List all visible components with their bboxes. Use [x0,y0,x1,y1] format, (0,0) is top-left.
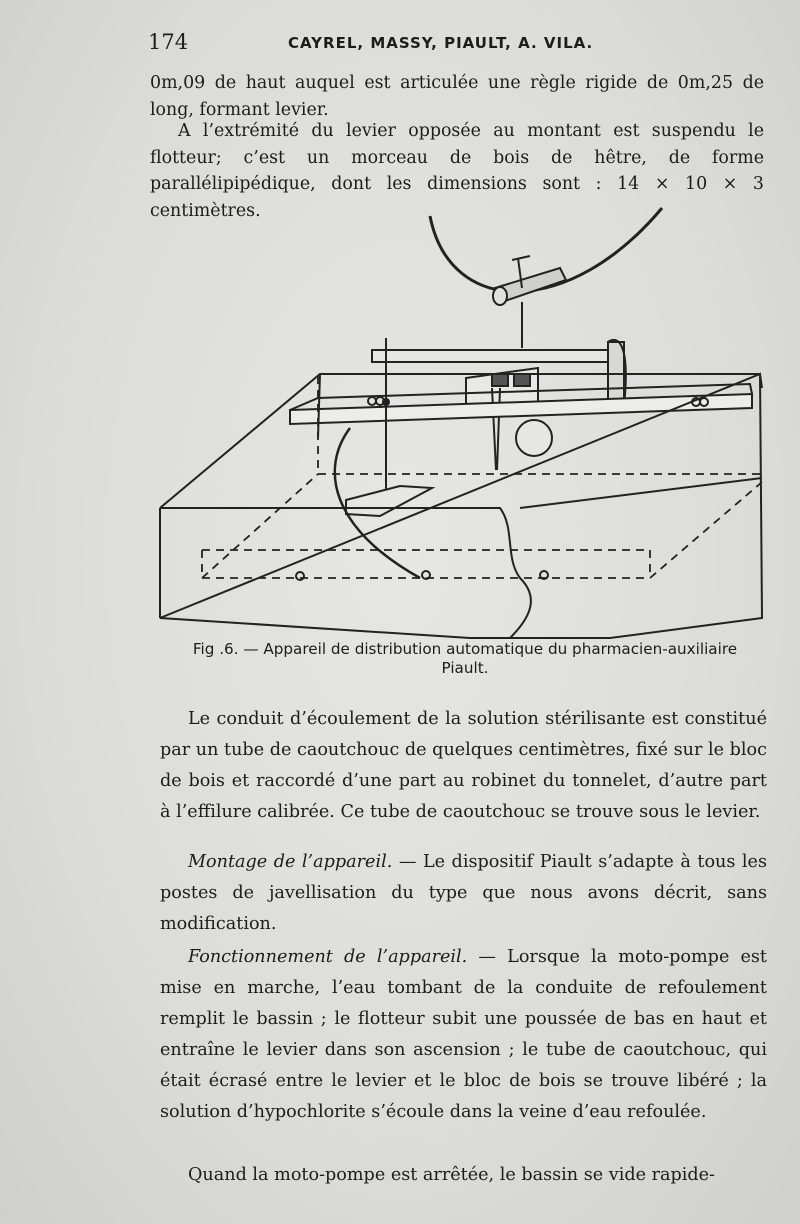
apparatus-drawing [150,198,774,640]
paragraph-arret: Quand la moto-pompe est arrêtée, le bassin se vide rapide- [188,1165,715,1185]
paragraph-float: A l’extrémité du levier opposée au montant est suspendu le flotteur; c’est un morceau de bois de hêtre, de forme parallélipipédique, dont les dimensions sont : 14 × 10 × 3 centimètres. [150,121,764,221]
fonctionnement-heading: Fonctionnement de l’appareil. [188,947,468,967]
caption-line-2: Piault. [441,659,489,677]
paragraph-montage [160,847,767,940]
paragraph-conduit: Le conduit d’écoulement de la solution stérilisante est constitué par un tube de caoutchouc de quelques centimètres, fixé sur le bloc de bois et raccordé d’une part au robinet du tonnelet, d’autre part à l’effilure calibrée. Ce tube de caoutchouc se trouve sous le levier. [160,709,767,822]
running-head: CAYREL, MASSY, PIAULT, A. VILA. [288,34,594,52]
figure-caption [160,640,770,678]
paragraph-lever: 0m,09 de haut auquel est articulée une règle rigide de 0m,25 de long, formant levier. [150,73,764,120]
page-number: 174 [148,30,189,54]
montage-heading: Montage de l’appareil. [188,852,393,872]
fonctionnement-text: — Lorsque la moto-pompe est mise en marche, l’eau tombant de la conduite de refoulement remplit le bassin ; le flotteur subit une poussée de bas en haut et entraîne le levier dans son ascension ; le tube de caoutchouc, qui était écrasé entre le levier et le bloc de bois se trouve libéré ; la solution d’hypochlorite s’écoule dans la veine d’eau refoulée. [160,947,768,1122]
montage-text: — Le dispositif Piault s’adapte à tous les postes de javellisation du type que nous avons décrit, sans modification. [160,852,767,934]
caption-line-1: Fig .6. — Appareil de distribution automatique du pharmacien-auxiliaire [192,640,738,658]
page-header [148,30,748,60]
paragraph-fonctionnement [160,942,767,1128]
apparatus-figure [150,198,774,640]
